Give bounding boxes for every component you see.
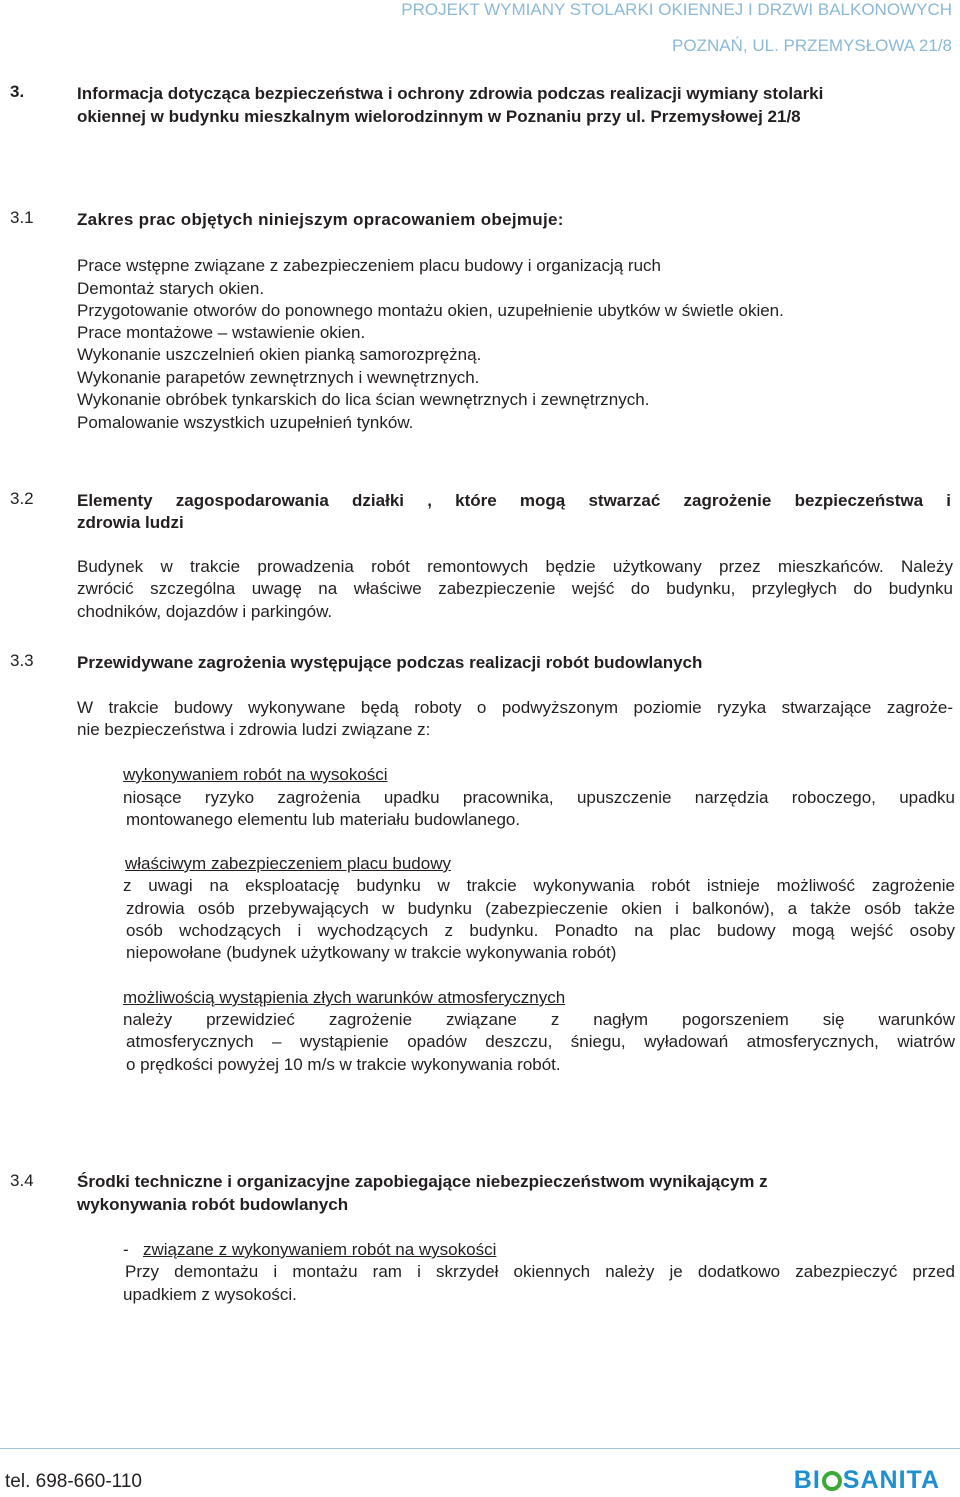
hazard-text-line: montowanego elementu lub materiału budowlanego. (126, 810, 521, 829)
scope-item: Wykonanie uszczelnień okien pianką samorozprężną. (77, 345, 482, 364)
hazard-heading: właściwym zabezpieczeniem placu budowy (125, 854, 451, 873)
hazard-text-line: należy przewidzieć zagrożenie związane z nagłym pogorszeniem się warunków (123, 1010, 955, 1029)
logo-prefix: BI (793, 1466, 821, 1494)
scope-item: Wykonanie parapetów zewnętrznych i wewnętrznych. (77, 368, 480, 387)
hazard-text-line: o prędkości powyżej 10 m/s w trakcie wykonywania robót. (126, 1055, 561, 1074)
scope-item: Przygotowanie otworów do ponownego montażu okien, uzupełnienie ubytków w świetle okien. (77, 301, 784, 320)
hazard-text-line: osób wchodzących i wychodzących z budynku. Ponadto na plac budowy mogą wejść osoby (126, 921, 955, 940)
scope-item: Prace wstępne związane z zabezpieczeniem placu budowy i organizacją ruch (77, 256, 661, 275)
section-3-3-number: 3.3 (10, 651, 34, 670)
section-3-4-title-line1: Środki techniczne i organizacyjne zapobiegające niebezpieczeństwom wynikającym z (77, 1172, 768, 1191)
hazard-heading: możliwością wystąpienia złych warunków atmosferycznych (123, 988, 566, 1007)
measures-text-line: Przy demontażu i montażu ram i skrzydeł okiennych należy je dodatkowo zabezpieczyć przed (125, 1262, 955, 1281)
hazard-text-line: niosące ryzyko zagrożenia upadku pracownika, upuszczenie narzędzia roboczego, upadku (123, 788, 955, 807)
section-3-4-number: 3.4 (10, 1171, 34, 1190)
hazard-text-line: niepowołane (budynek użytkowany w trakcie wykonywania robót) (126, 943, 617, 962)
section-3-3-title: Przewidywane zagrożenia występujące podczas realizacji robót budowlanych (77, 653, 703, 672)
scope-item: Wykonanie obróbek tynkarskich do lica ścian wewnętrznych i zewnętrznych. (77, 390, 650, 409)
hazard-heading: wykonywaniem robót na wysokości (123, 765, 388, 784)
section-3-number: 3. (10, 82, 25, 101)
section-3-3-intro-line2: nie bezpieczeństwa i zdrowia ludzi związane z: (77, 720, 431, 739)
section-3-2-number: 3.2 (10, 489, 34, 508)
logo-o-ring-icon (822, 1471, 842, 1491)
logo-suffix: SANITA (842, 1466, 940, 1494)
section-3-2-body-line1: Budynek w trakcie prowadzenia robót remontowych będzie użytkowany przez mieszkańców. Należy (77, 557, 953, 576)
section-3-2-body-line2: zwrócić szczególna uwagę na właściwe zabezpieczenie wejść do budynku, przyległych do budynku (77, 579, 953, 598)
scope-item: Demontaż starych okien. (77, 279, 265, 298)
biosanita-logo (794, 1466, 940, 1495)
section-3-2-title-line2: zdrowia ludzi (77, 513, 184, 532)
footer-phone: tel. 698-660-110 (5, 1471, 142, 1492)
hazard-text-line: atmosferycznych – wystąpienie opadów deszczu, śniegu, wyładowań atmosferycznych, wiatrów (126, 1032, 955, 1051)
measures-heading: związane z wykonywaniem robót na wysokości (143, 1240, 497, 1259)
scope-item: Prace montażowe – wstawienie okien. (77, 323, 366, 342)
list-dash: - (123, 1240, 129, 1259)
measures-text-line: upadkiem z wysokości. (123, 1285, 297, 1304)
scope-item: Pomalowanie wszystkich uzupełnień tynków. (77, 413, 414, 432)
section-3-3-intro-line1: W trakcie budowy wykonywane będą roboty o podwyższonym poziomie ryzyka stwarzające zagroże- (77, 698, 953, 717)
hazard-text-line: zdrowia osób przebywających w budynku (zabezpieczenie okien i balkonów), a także osób także (126, 899, 955, 918)
section-3-2-body-line3: chodników, dojazdów i parkingów. (77, 602, 333, 621)
section-3-title-line1: Informacja dotycząca bezpieczeństwa i ochrony zdrowia podczas realizacji wymiany stolarki (77, 84, 824, 103)
section-3-title-line2: okiennej w budynku mieszkalnym wielorodzinnym w Poznaniu przy ul. Przemysłowej 21/8 (77, 107, 801, 126)
hazard-text-line: z uwagi na eksploatację budynku w trakcie wykonywania robót istnieje możliwość zagrożenie (123, 876, 955, 895)
section-3-1-title: Zakres prac objętych niniejszym opracowaniem obejmuje: (77, 210, 564, 229)
footer-divider (0, 1448, 960, 1449)
header-address: POZNAŃ, UL. PRZEMYSŁOWA 21/8 (672, 36, 952, 55)
section-3-2-title-line1: Elementy zagospodarowania działki , które mogą stwarzać zagrożenie bezpieczeństwa i (77, 491, 951, 510)
section-3-4-title-line2: wykonywania robót budowlanych (77, 1195, 349, 1214)
header-project-title: PROJEKT WYMIANY STOLARKI OKIENNEJ I DRZWI BALKONOWYCH (401, 0, 952, 19)
section-3-1-number: 3.1 (10, 208, 34, 227)
